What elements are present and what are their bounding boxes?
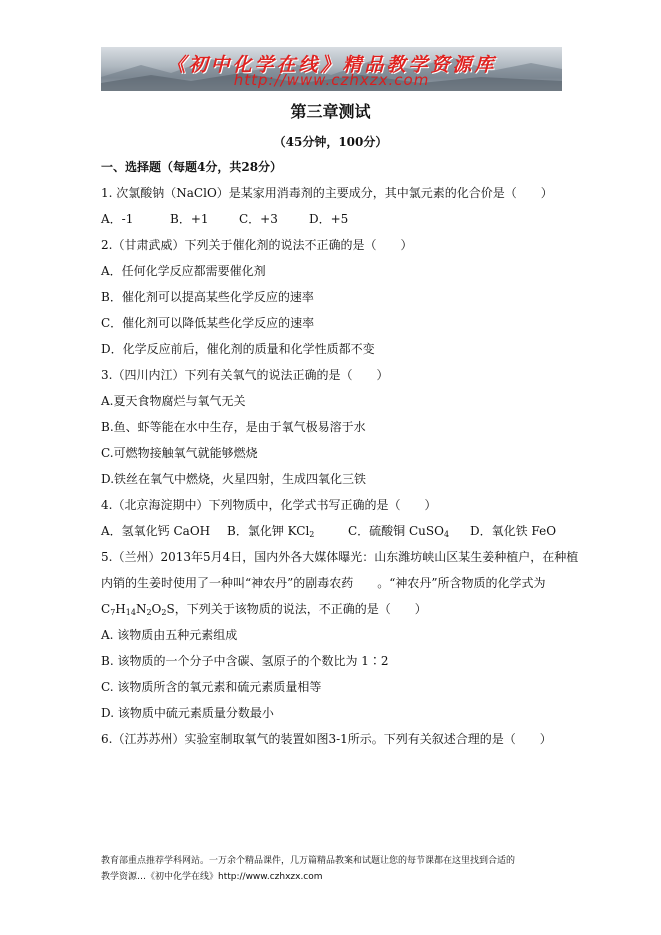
q4-stem: 4.（北京海淀期中）下列物质中，化学式书写正确的是（ ） [101,498,437,512]
q3-option-c: C.可燃物接触氧气就能够燃烧 [101,446,258,460]
page-title: 第三章测试 [290,102,371,121]
q1-option-b: B．+1 [170,212,209,226]
q4-option-b [227,524,314,538]
q4-option-c-sub: 4 [443,530,450,539]
q4-option-b-sub: 2 [309,530,315,539]
q5-stem-line1: 5.（兰州）2013年5月4日，国内外各大媒体曝光：山东潍坊峡山区某生姜种植户，在种植 [101,550,579,564]
q6-stem: 6.（江苏苏州）实验室制取氧气的装置如图3-1所示。下列有关叙述合理的是（ ） [101,732,552,746]
q2-option-c: C．催化剂可以降低某些化学反应的速率 [101,316,315,330]
section-heading: 一、选择题（每题4分，共28分） [101,160,283,174]
q3-stem: 3.（四川内江）下列有关氧气的说法正确的是（ ） [101,368,389,382]
q5-formula-h-sub: 14 [125,608,136,617]
q4-option-a: A．氢氧化钙 CaOH [101,524,211,538]
q5-formula-o: O [151,602,162,616]
banner-title: 《初中化学在线》精品教学资源库 [166,54,497,76]
q2-option-b: B．催化剂可以提高某些化学反应的速率 [101,290,314,304]
q5-option-a: A. 该物质由五种元素组成 [101,628,238,642]
q4-option-d: D．氧化铁 FeO [470,524,557,538]
q5-formula-n-sub: 2 [146,608,152,617]
footer-line1: 教育部重点推荐学科网站。一万余个精品课件，几万篇精品教案和试题让您的每节课都在这里找到合适的 [101,856,516,866]
q5-option-c: C. 该物质所含的氧元素和硫元素质量相等 [101,680,322,694]
footer-line2[interactable]: 教学资源…《初中化学在线》http://www.czhxzx.com [101,872,323,882]
q2-stem: 2.（甘肃武威）下列关于催化剂的说法不正确的是（ ） [101,238,413,252]
footer-note [101,853,571,885]
q5-stem-line3 [101,602,427,616]
banner-url[interactable]: http://www.czhxzx.com [233,71,430,89]
q3-option-d: D.铁丝在氧气中燃烧，火星四射，生成四氧化三铁 [101,472,367,486]
q5-formula-c: C [101,602,111,616]
q1-stem: 1. 次氯酸钠（NaClO）是某家用消毒剂的主要成分，其中氯元素的化合价是（ ） [101,186,553,200]
page-subtitle: （45分钟，100分） [273,135,388,149]
header-banner [101,47,562,91]
q5-formula-o-sub: 2 [161,608,167,617]
q3-option-b: B.鱼、虾等能在水中生存，是由于氧气极易溶于水 [101,420,366,434]
q3-option-a: A.夏天食物腐烂与氧气无关 [101,394,246,408]
q1-option-d: D．+5 [309,212,349,226]
q5-stem-rest: S，下列关于该物质的说法，不正确的是（ ） [166,602,427,616]
q1-option-c: C．+3 [239,212,278,226]
q5-formula-c-sub: 7 [110,608,116,617]
q5-option-d: D. 该物质中硫元素质量分数最小 [101,706,274,720]
q4-option-c-text: C．硫酸铜 CuSO [348,524,444,538]
q5-stem-line2: 内销的生姜时使用了一种叫“神农丹”的剧毒农药 。“神农丹”所含物质的化学式为 [101,576,546,590]
q5-option-b: B. 该物质的一个分子中含碳、氢原子的个数比为 1∶2 [101,654,389,668]
q1-option-a: A．-1 [101,212,134,226]
q2-option-a: A．任何化学反应都需要催化剂 [101,264,266,278]
q4-option-c [348,524,449,538]
q5-formula-n: N [135,602,147,616]
q2-option-d: D．化学反应前后，催化剂的质量和化学性质都不变 [101,342,375,356]
q5-formula-h: H [115,602,126,616]
q4-option-b-text: B．氯化钾 KCl [227,524,310,538]
